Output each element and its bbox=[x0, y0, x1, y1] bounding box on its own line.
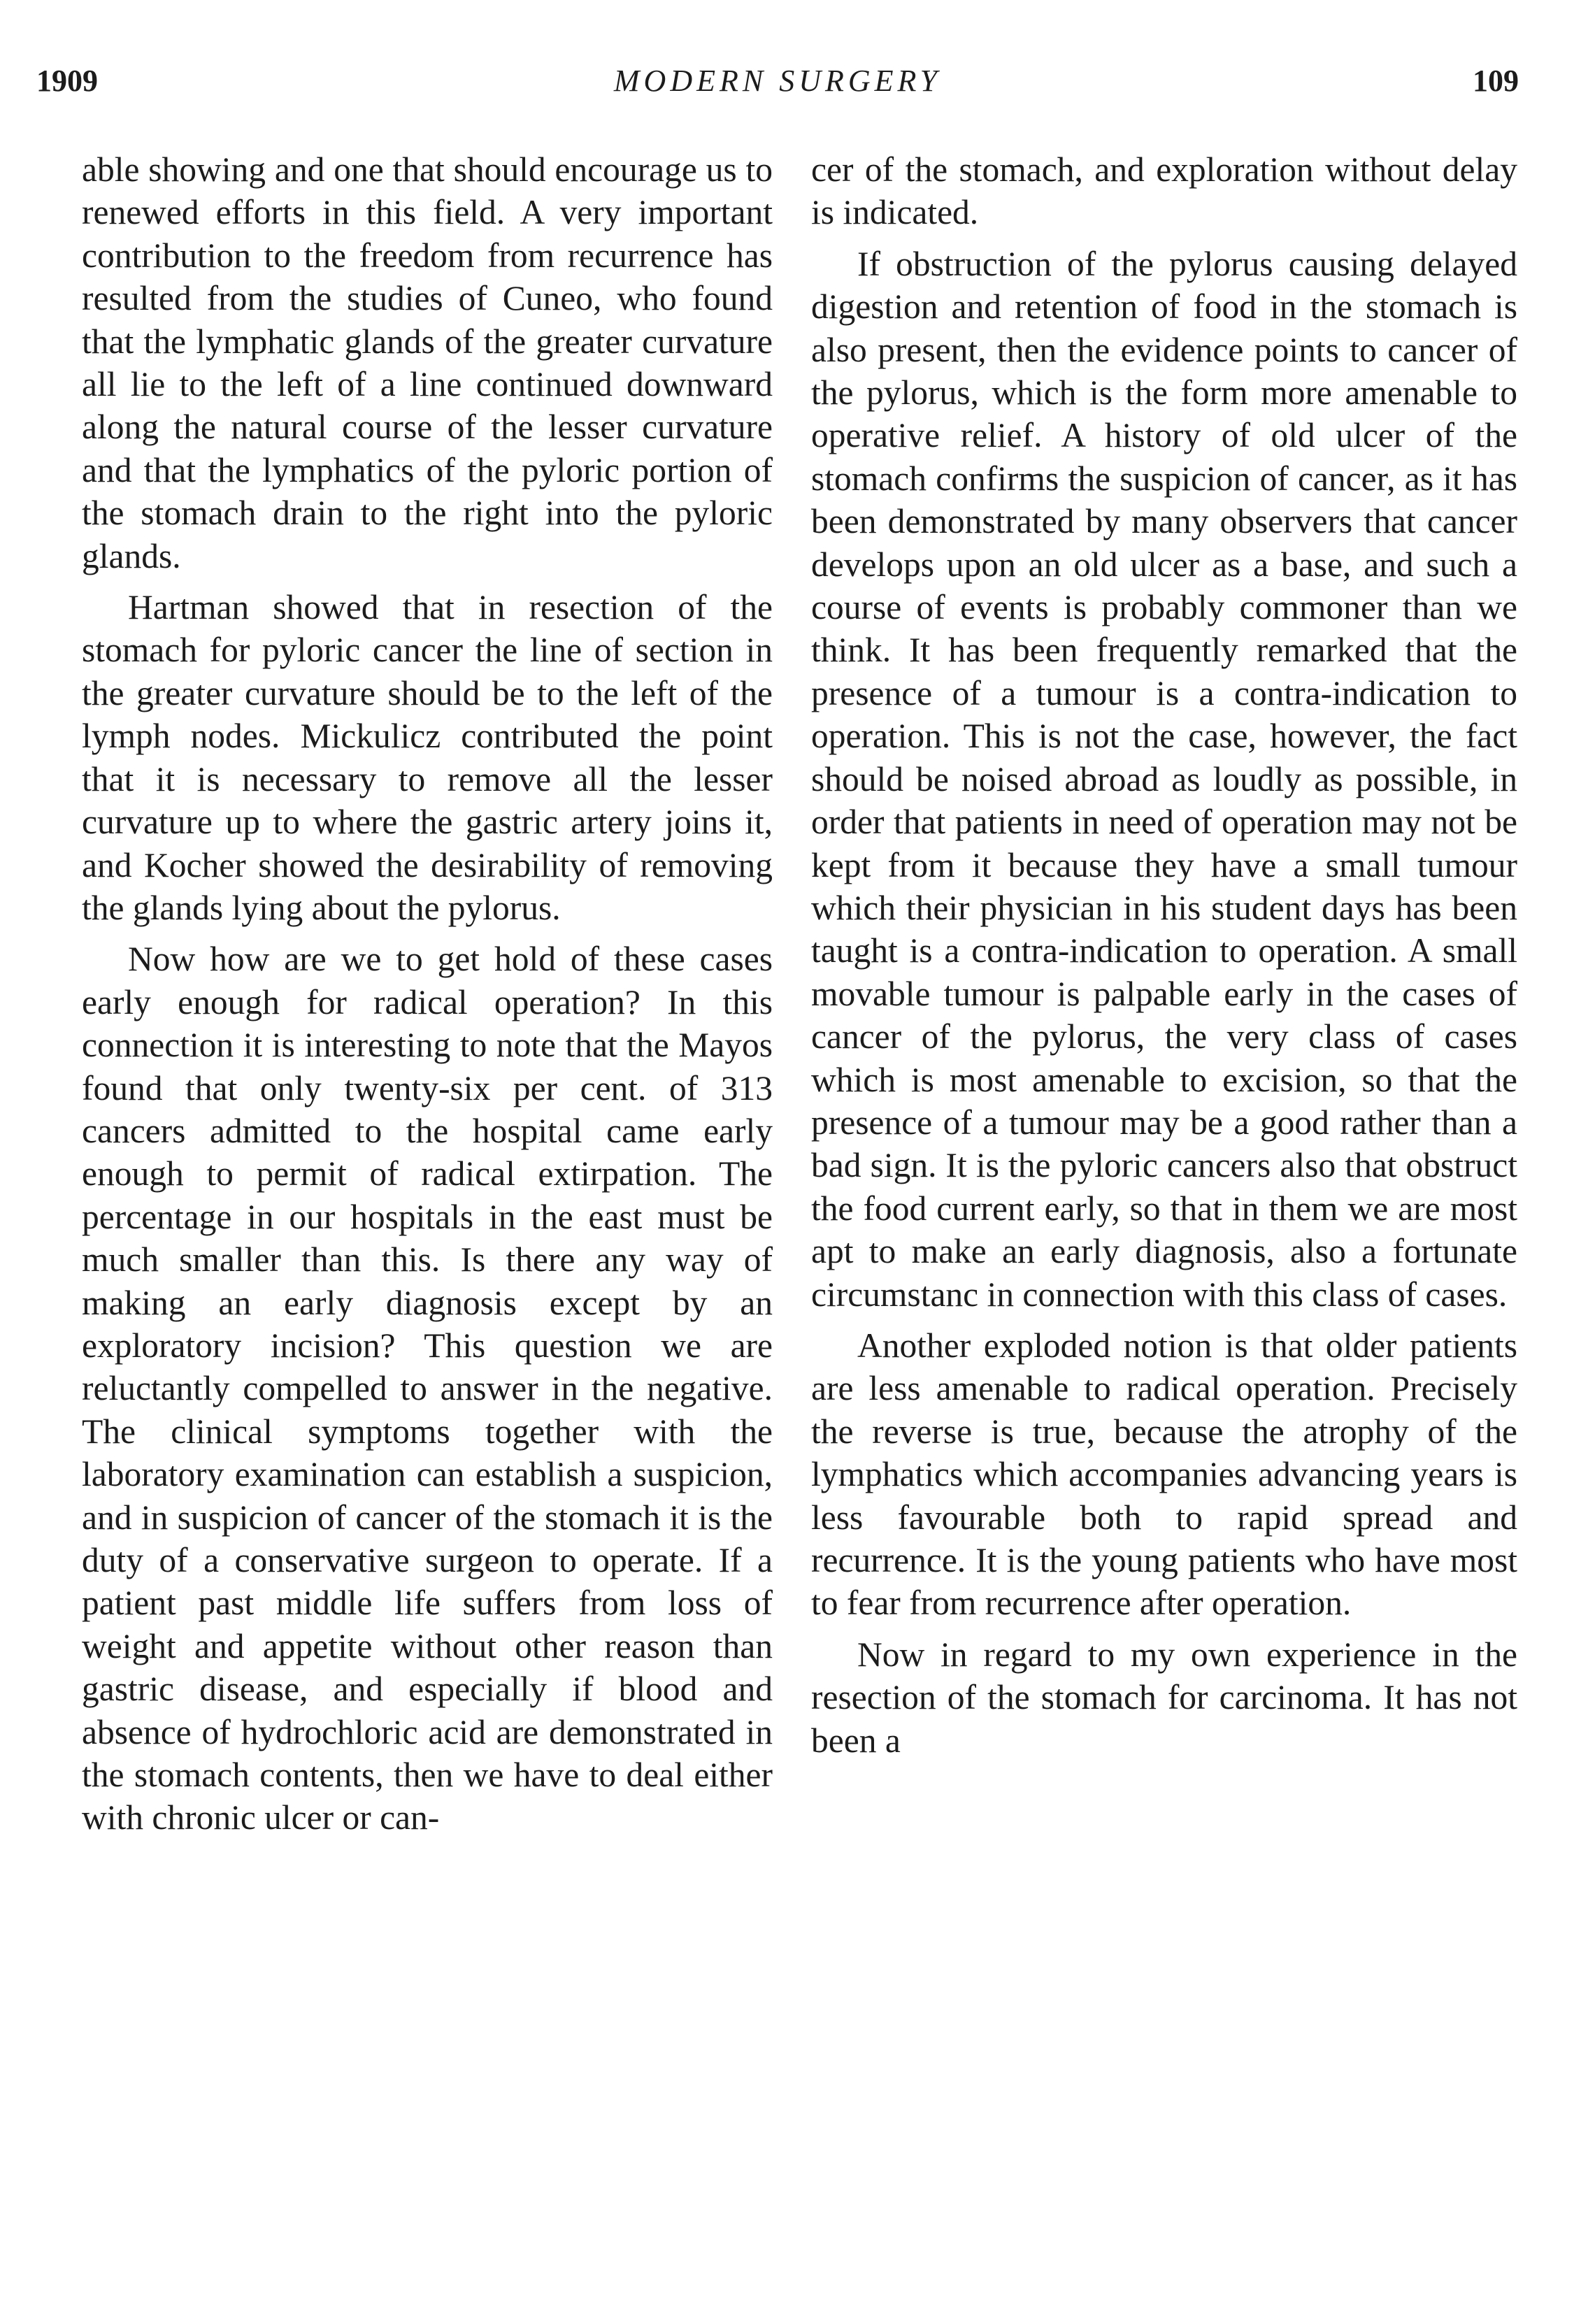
right-paragraph-3: Another exploded notion is that older patients are less amenable to radical operation. Precisely the reverse is true, because the atrophy of the lymphatics which accompanies advancing years is less favourable both to rapid spread and recurrence. It is the young patients who have most to fear from recurrence after operation. bbox=[811, 1326, 1517, 1623]
journal-title: MODERN SURGERY bbox=[613, 64, 942, 98]
left-column bbox=[82, 148, 773, 1848]
running-head bbox=[36, 56, 1519, 105]
left-paragraph-3: Now how are we to get hold of these cases early enough for radical operation? In this connection it is interesting to note that the Mayos found that only twenty-six per cent. of 313 cancers admitted to the hospital came early enough to permit of radical extirpation. The percentage in our hospitals in the east must be much smaller than this. Is there any way of making an early diagnosis except by an exploratory incision? This question we are reluctantly compelled to answer in the negative. The clinical symptoms together with the laboratory examination can establish a suspicion, and in suspicion of cancer of the stomach it is the duty of a conservative surgeon to operate. If a patient past middle life suffers from loss of weight and appetite without other reason than gastric disease, and especially if blood and absence of hydrochloric acid are demonstrated in the stomach contents, then we have to deal either with chronic ulcer or can- bbox=[82, 940, 773, 1837]
right-paragraph-1: cer of the stomach, and exploration without delay is indicated. bbox=[811, 150, 1517, 232]
right-paragraph-4: Now in regard to my own experience in the resection of the stomach for carcinoma. It has not been a bbox=[811, 1635, 1517, 1760]
left-paragraph-1: able showing and one that should encourage us to renewed efforts in this field. A very important contribution to the freedom from recurrence has resulted from the studies of Cuneo, who found that the lymphatic glands of the greater curvature all lie to the left of a line continued downward along the natural course of the lesser curvature and that the lymphatics of the pyloric portion of the stomach drain to the right into the pyloric glands. bbox=[82, 150, 773, 575]
right-paragraph-2: If obstruction of the pylorus causing delayed digestion and retention of food in the stomach is also present, then the evidence points to cancer of the pylorus, which is the form more amenable to operative relief. A history of old ulcer of the stomach confirms the suspicion of cancer, as it has been demonstrated by many observers that cancer develops upon an old ulcer as a base, and such a course of events is probably commoner than we think. It has been frequently remarked that the presence of a tumour is a contra-indication to operation. This is not the case, however, the fact should be noised abroad as loudly as possible, in order that patients in need of operation may not be kept from it because they have a small tumour which their physician in his student days has been taught is a contra-indication to operation. A small movable tumour is palpable early in the cases of cancer of the pylorus, the very class of cases which is most amenable to excision, so that the presence of a tumour may be a good rather than a bad sign. It is the pyloric cancers also that obstruct the food current early, so that in them we are most apt to make an early diagnosis, also a fortunate circumstanc in connection with this class of cases. bbox=[811, 244, 1517, 1314]
left-paragraph-2: Hartman showed that in resection of the stomach for pyloric cancer the line of section in the greater curvature should be to the left of the lymph nodes. Mickulicz contributed the point that it is necessary to remove all the lesser curvature up to where the gastric artery joins it, and Kocher showed the desirability of removing the glands lying about the pylorus. bbox=[82, 588, 773, 927]
header-year: 1909 bbox=[36, 64, 98, 98]
page-number: 109 bbox=[1473, 64, 1519, 98]
right-column bbox=[811, 148, 1517, 1770]
